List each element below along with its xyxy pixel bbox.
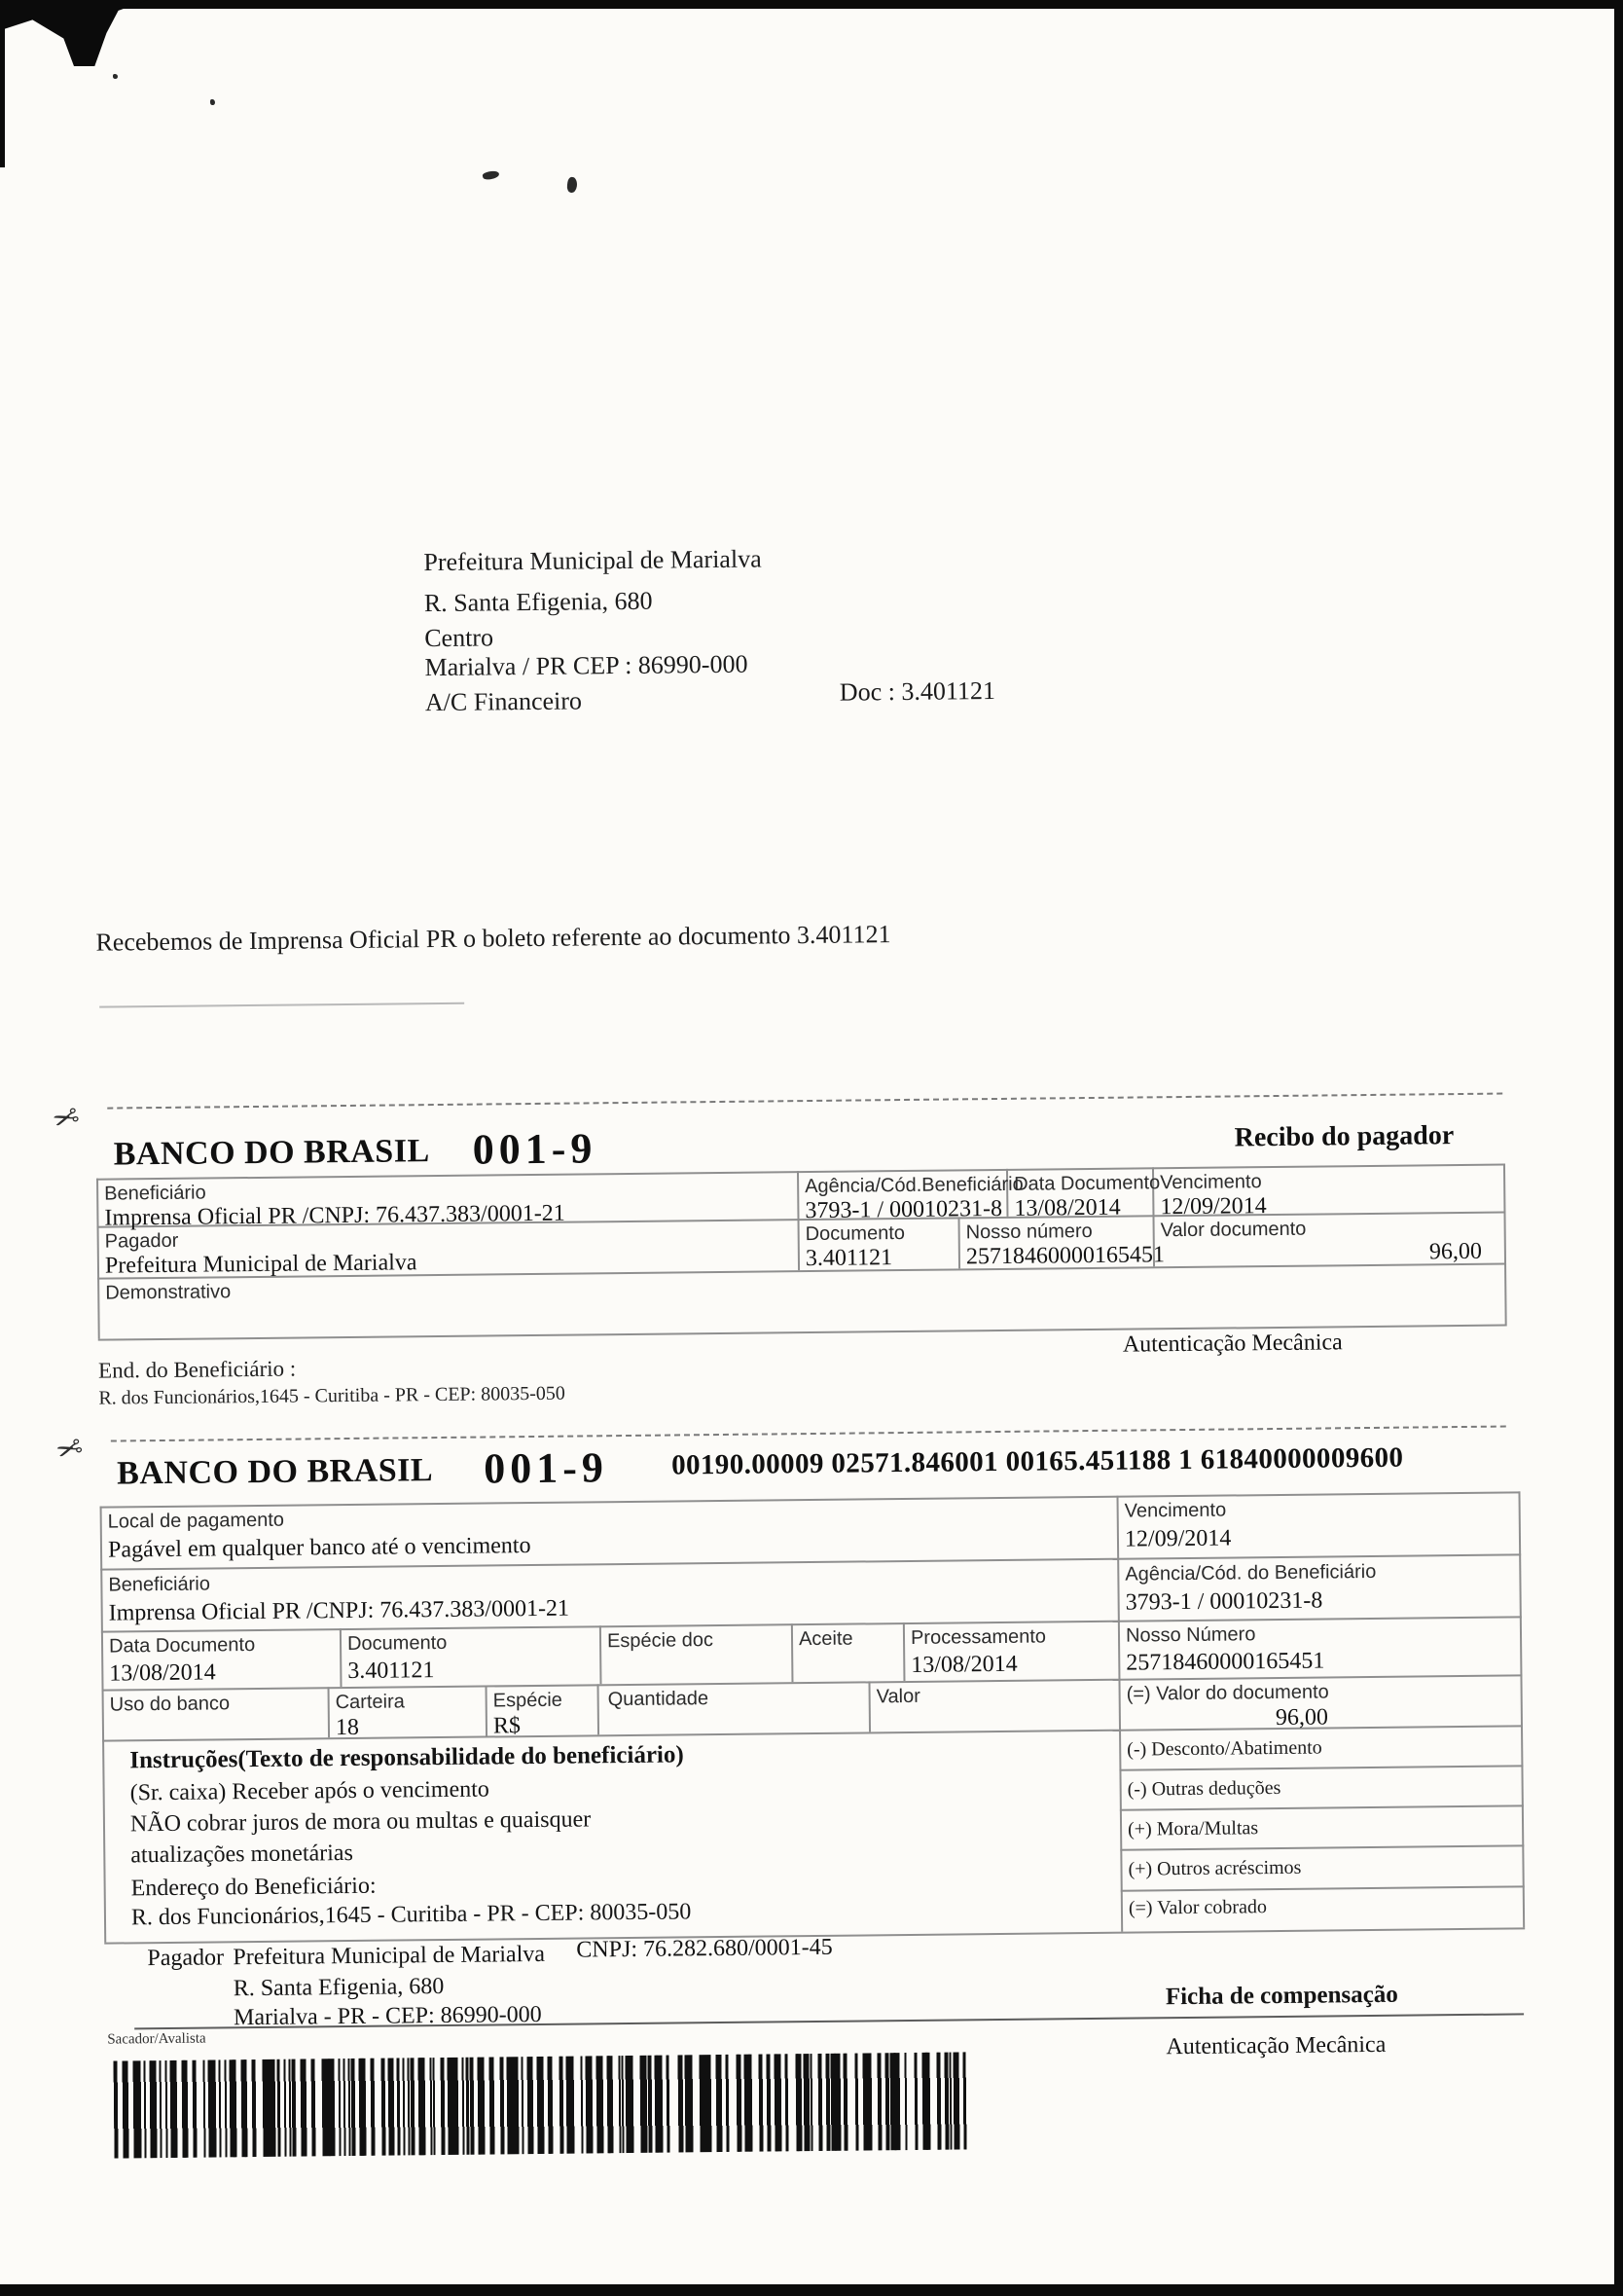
scan-edge-left: [0, 0, 5, 167]
ficha-uso-banco-label: Uso do banco: [109, 1693, 231, 1716]
ficha-especie-value: R$: [492, 1713, 522, 1739]
recibo-agencia-value: 3793-1 / 00010231-8: [805, 1195, 1003, 1224]
ficha-especie-label: Espécie: [492, 1689, 562, 1712]
table2-r4-divider-2: [486, 1686, 488, 1736]
instrucoes-endereco-value: R. dos Funcionários,1645 - Curitiba - PR - CEP: 80035-050: [130, 1899, 692, 1931]
sacador-avalista-label: Sacador/Avalista: [107, 2030, 206, 2048]
table2-r3-divider-2: [599, 1625, 602, 1684]
ficha-processamento-value: 13/08/2014: [911, 1651, 1018, 1678]
recibo-documento-value: 3.401121: [805, 1245, 893, 1272]
receipt-statement: Recebemos de Imprensa Oficial PR o boleto referente ao documento 3.401121: [95, 920, 891, 957]
ficha-quantidade-label: Quantidade: [607, 1688, 709, 1711]
ficha-agencia-label: Agência/Cód. do Beneficiário: [1125, 1560, 1377, 1585]
ficha-valor-cobrado-label: (=) Valor cobrado: [1128, 1896, 1268, 1919]
table2-right-row6: [1120, 1804, 1524, 1810]
ficha-outros-acrescimos-label: (+) Outros acréscimos: [1128, 1856, 1302, 1880]
cut-line: [107, 1093, 1502, 1110]
recibo-pagador-label: Pagador: [104, 1229, 179, 1253]
recibo-endereco-label: End. do Beneficiário :: [97, 1356, 297, 1383]
ficha-pagador-label: Pagador: [147, 1945, 225, 1972]
recibo-nosso-numero-label: Nosso número: [965, 1220, 1093, 1244]
ficha-local-pagamento-value: Pagável em qualquer banco até o vencimento: [107, 1533, 531, 1563]
recibo-pagador-value: Prefeitura Municipal de Marialva: [104, 1250, 417, 1279]
table2-right-row8: [1121, 1885, 1525, 1891]
ficha-especie-doc-label: Espécie doc: [606, 1629, 714, 1653]
ficha-carteira-value: 18: [335, 1714, 360, 1741]
ficha-local-pagamento-label: Local de pagamento: [107, 1509, 285, 1533]
barcode: [114, 2052, 971, 2158]
instrucoes-line-2: NÃO cobrar juros de mora ou multas e quaisquer: [129, 1806, 592, 1838]
ficha-desconto-label: (-) Desconto/Abatimento: [1127, 1736, 1322, 1761]
ficha-documento-value: 3.401121: [347, 1658, 435, 1685]
ficha-pagador-name: Prefeitura Municipal de Marialva: [233, 1941, 546, 1971]
ficha-aceite-label: Aceite: [798, 1627, 853, 1651]
bank-name: BANCO DO BRASIL: [113, 1133, 430, 1173]
letterhead-attention: A/C Financeiro: [424, 686, 583, 717]
recibo-documento-label: Documento: [805, 1221, 906, 1246]
table2-right-row1: [1117, 1553, 1521, 1559]
instrucoes-line-3: atualizações monetárias: [130, 1840, 353, 1869]
scan-speck-3: [113, 74, 118, 79]
cut-line-2: [111, 1426, 1506, 1442]
ficha-agencia-value: 3793-1 / 00010231-8: [1125, 1587, 1323, 1616]
digitable-line: 00190.00009 02571.846001 00165.451188 1 61840000009600: [670, 1441, 1404, 1481]
bank-code-2: 001-9: [483, 1443, 609, 1493]
recibo-data-documento-value: 13/08/2014: [1014, 1194, 1121, 1221]
recibo-vencimento-label: Vencimento: [1160, 1171, 1262, 1194]
ficha-beneficiario-value: Imprensa Oficial PR /CNPJ: 76.437.383/0001-21: [108, 1595, 570, 1626]
ficha-valor-documento-label: (=) Valor do documento: [1126, 1681, 1329, 1705]
table2-r3-divider-1: [340, 1628, 343, 1687]
table2-right-row5: [1119, 1765, 1523, 1770]
recibo-nosso-numero-value: 25718460000165451: [965, 1242, 1166, 1270]
ficha-carteira-label: Carteira: [335, 1691, 405, 1714]
recibo-data-documento-label: Data Documento: [1014, 1172, 1161, 1195]
signature-line: [99, 1002, 464, 1008]
letterhead-recipient: Prefeitura Municipal de Marialva: [423, 544, 762, 577]
ficha-pagador-city: Marialva - PR - CEP: 86990-000: [233, 2001, 542, 2031]
scissors-icon: ✂: [48, 1097, 85, 1140]
table2-r4-divider-1: [328, 1687, 331, 1737]
letterhead-city-cep: Marialva / PR CEP : 86990-000: [424, 649, 748, 682]
scan-edge-bottom: [0, 2284, 1623, 2296]
letterhead-doc-ref: Doc : 3.401121: [839, 675, 996, 707]
table2-right-row2: [1118, 1616, 1522, 1622]
bank-code: 001-9: [472, 1124, 597, 1174]
scan-edge-right: [1614, 0, 1623, 2296]
ficha-outras-deducoes-label: (-) Outras deduções: [1127, 1776, 1281, 1801]
recibo-demonstrativo-label: Demonstrativo: [105, 1281, 232, 1304]
ficha-compensacao-title: Ficha de compensação: [1165, 1981, 1398, 2011]
table2-r3-divider-4: [903, 1622, 906, 1681]
ficha-vencimento-label: Vencimento: [1124, 1499, 1227, 1522]
recibo-beneficiario-value: Imprensa Oficial PR /CNPJ: 76.437.383/0001-21: [104, 1200, 565, 1231]
recibo-agencia-label: Agência/Cód.Beneficiário: [805, 1173, 1024, 1198]
ficha-nosso-numero-label: Nosso Número: [1125, 1623, 1256, 1647]
ficha-mora-multas-label: (+) Mora/Multas: [1127, 1817, 1259, 1840]
ficha-vencimento-value: 12/09/2014: [1124, 1525, 1232, 1552]
table2-border-right: [1518, 1491, 1525, 1927]
table2-right-row7: [1120, 1844, 1524, 1850]
bank-name-2: BANCO DO BRASIL: [117, 1452, 434, 1492]
table2-r4-divider-3: [596, 1684, 599, 1734]
ficha-documento-label: Documento: [346, 1631, 448, 1656]
scan-speck-4: [210, 99, 215, 105]
ficha-valor-documento-value: 96,00: [1275, 1704, 1329, 1731]
letterhead-district: Centro: [424, 623, 494, 653]
ficha-beneficiario-label: Beneficiário: [108, 1573, 211, 1596]
letterhead-street: R. Santa Efigenia, 680: [423, 586, 653, 618]
table2-border-top: [100, 1491, 1521, 1508]
ficha-nosso-numero-value: 25718460000165451: [1126, 1648, 1325, 1676]
recibo-endereco-value: R. dos Funcionários,1645 - Curitiba - PR - CEP: 80035-050: [98, 1382, 565, 1409]
table2-border-left: [100, 1507, 107, 1943]
recibo-autenticacao-label: Autenticação Mecânica: [1122, 1330, 1343, 1358]
recibo-title: Recibo do pagador: [1234, 1120, 1455, 1153]
ficha-data-documento-label: Data Documento: [108, 1634, 256, 1658]
instrucoes-title: Instruções(Texto de responsabilidade do beneficiário): [129, 1741, 684, 1774]
table2-r3-divider-3: [791, 1623, 794, 1682]
ficha-valor-label: Valor: [876, 1685, 920, 1708]
recibo-beneficiario-label: Beneficiário: [104, 1182, 206, 1205]
ficha-autenticacao-label: Autenticação Mecânica: [1166, 2031, 1387, 2060]
ficha-pagador-street: R. Santa Efigenia, 680: [233, 1973, 445, 2002]
recibo-vencimento-value: 12/09/2014: [1160, 1193, 1267, 1221]
table1-col-divider-nosso: [957, 1217, 960, 1268]
ficha-data-documento-value: 13/08/2014: [109, 1659, 216, 1687]
table2-left-row4: [102, 1730, 1121, 1742]
recibo-valor-documento-value: 96,00: [1428, 1238, 1483, 1265]
instrucoes-endereco-label: Endereço do Beneficiário:: [130, 1873, 377, 1902]
scissors-icon-2: ✂: [51, 1428, 88, 1471]
table1-border-right: [1503, 1164, 1507, 1325]
ficha-pagador-cnpj: CNPJ: 76.282.680/0001-45: [576, 1934, 833, 1963]
instrucoes-line-1: (Sr. caixa) Receber após o vencimento: [129, 1776, 489, 1806]
table1-border-left: [96, 1179, 100, 1339]
table2-col-divider-main: [1116, 1496, 1123, 1932]
ficha-processamento-label: Processamento: [910, 1625, 1047, 1649]
recibo-valor-documento-label: Valor documento: [1160, 1218, 1307, 1242]
table2-r4-divider-4: [868, 1681, 871, 1731]
scan-edge-top: [0, 0, 1623, 9]
